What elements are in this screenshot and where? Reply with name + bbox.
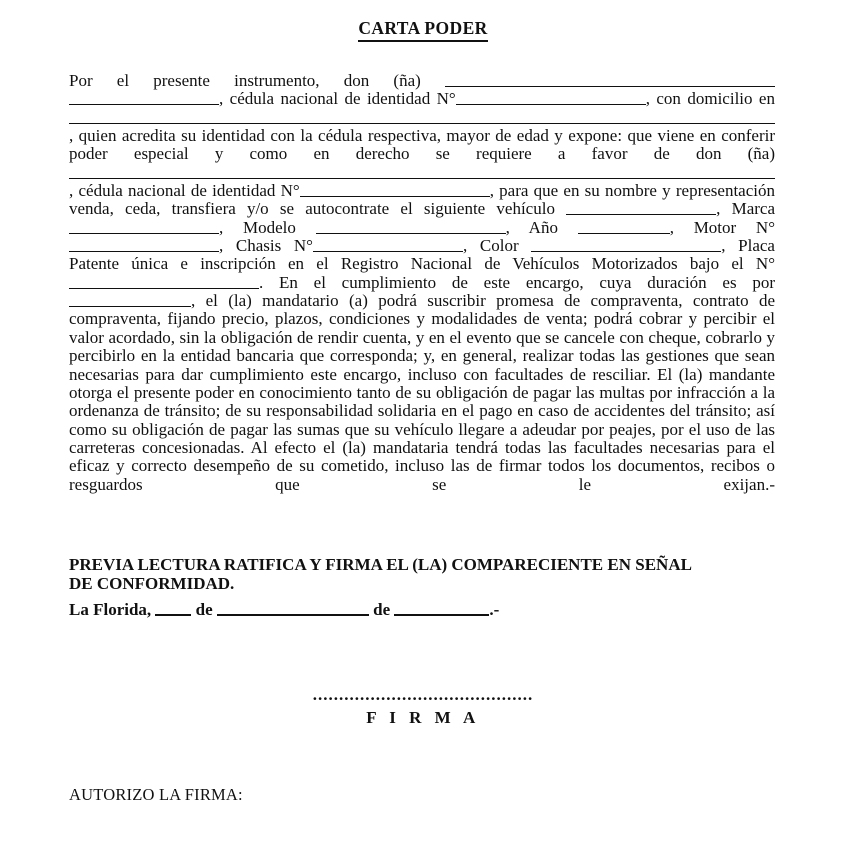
closing-line-1: PREVIA LECTURA RATIFICA Y FIRMA EL (LA) COMPARECIENTE EN SEÑAL: [69, 555, 692, 574]
fill-blank-chasis[interactable]: [313, 237, 463, 252]
fill-blank-ano[interactable]: [578, 219, 670, 234]
text-segment-12: , Color: [462, 236, 532, 256]
text-segment-10: , Motor N°: [669, 217, 776, 237]
text-segment-11: , Chasis N°: [219, 236, 313, 256]
fill-blank-color[interactable]: [531, 237, 721, 252]
text-segment-7: , Marca: [716, 199, 775, 219]
fill-blank-motor[interactable]: [69, 237, 219, 252]
text-segment-8: , Modelo: [219, 217, 316, 237]
text-segment-13: , Placa Patente única e inscripción en el Registro Nacional de Vehículos Motorizados bajo el N°: [69, 236, 775, 274]
signature-block: [0, 685, 846, 728]
signature-dotted-line[interactable]: ..........................................: [312, 685, 534, 704]
signature-label: F I R M A: [366, 708, 480, 727]
closing-line-2: DE CONFORMIDAD.: [69, 573, 235, 593]
fill-blank-vehiculo[interactable]: [566, 200, 716, 215]
fill-blank-nombre-mandatario[interactable]: [69, 164, 775, 179]
text-segment-3: , con domicilio en: [645, 89, 775, 109]
text-segment-9: , Año: [505, 217, 578, 237]
page-title-text: CARTA PODER: [358, 18, 487, 42]
fill-blank-marca[interactable]: [69, 219, 219, 234]
closing-statement: [69, 556, 779, 593]
fill-blank-registro[interactable]: [69, 274, 259, 289]
de-label-1: de: [195, 599, 213, 619]
fill-blank-nombre-mandante[interactable]: [445, 72, 775, 87]
fill-blank-rut-mandante[interactable]: [456, 90, 646, 105]
text-segment-2: , cédula nacional de identidad N°: [219, 89, 456, 109]
text-segment-1: Por el presente instrumento, don (ña): [69, 71, 445, 90]
fill-blank-year[interactable]: [394, 600, 489, 616]
authorize-signature-note: AUTORIZO LA FIRMA:: [69, 785, 243, 804]
document-body: [69, 72, 775, 494]
fill-blank-duracion[interactable]: [69, 292, 191, 307]
fill-blank-modelo[interactable]: [316, 219, 506, 234]
fill-blank-domicilio[interactable]: [69, 109, 775, 124]
fill-blank-nombre-mandante-cont[interactable]: [69, 90, 219, 105]
page-title: [0, 18, 846, 42]
fill-blank-rut-mandatario[interactable]: [300, 182, 490, 197]
fill-blank-day[interactable]: [155, 600, 191, 616]
body-paragraph: [69, 72, 775, 494]
city-label: La Florida,: [69, 599, 152, 619]
line-terminator: .-: [489, 599, 500, 619]
text-segment-14: . En el cumplimiento de este encargo, cuya duración es por: [259, 272, 775, 292]
text-segment-15: , el (la) mandatario (a) podrá suscribir promesa de compraventa, contrato de compraventa, fijando precio, plazos, condiciones y modalidades de venta; podrá cobrar y percibir el valor acordado, sin la obligación de rendir cuenta, y en el evento que se cancele con cheque, cobrarlo y percibirlo en la entidad bancaria que corresponda; y, en general, realizar todas las gestiones que sean necesarias para dar cumplimiento este encargo, incluso con facultades de resciliar. El (la) mandante otorga el presente poder en conocimiento tanto de su obligación de pagar las multas por infracción a la ordenanza de tránsito; de su responsabilidad solidaria en el pago en caso de accidentes del tránsito; así como su obligación de pagar las sumas que su vehículo llegare a adeudar por peajes, por el uso de las carreteras concesionadas. Al efecto el (la) mandataria tendrá todas las facultades necesarias para el eficaz y correcto desempeño de su cometido, incluso las de firmar todos los documentos, recibos o resguardos que se le exijan.-: [69, 291, 775, 494]
de-label-2: de: [373, 599, 391, 619]
text-segment-6: , para que en su nombre y representación venda, ceda, transfiera y/o se autocontrate el siguiente vehículo: [69, 181, 775, 219]
place-date-line: [69, 600, 779, 620]
fill-blank-month[interactable]: [217, 600, 369, 616]
text-segment-5: , cédula nacional de identidad N°: [69, 181, 300, 201]
text-segment-4: , quien acredita su identidad con la cédula respectiva, mayor de edad y expone: que viene en conferir poder especial y como en derecho se requiere a favor de don (ña): [69, 126, 775, 164]
